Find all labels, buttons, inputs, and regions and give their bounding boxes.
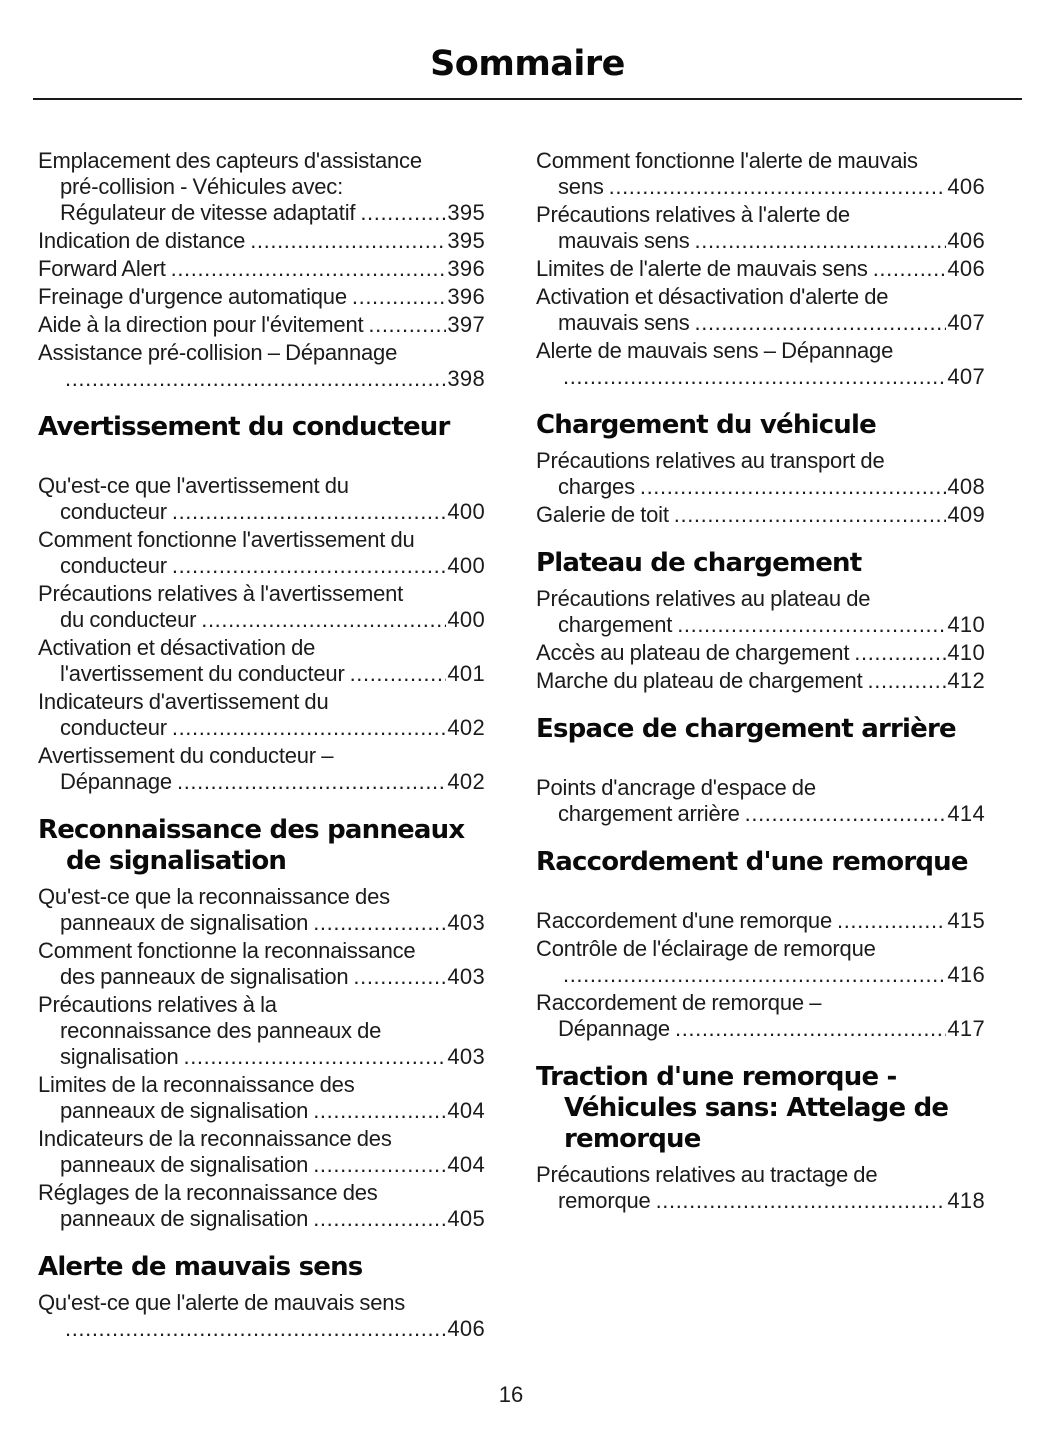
toc-entry-leader-line	[38, 1206, 485, 1232]
section-heading	[38, 1252, 485, 1283]
toc-entry	[38, 992, 485, 1070]
toc-page-number: 406	[947, 228, 985, 253]
dot-leader	[172, 499, 447, 525]
toc-entry	[536, 775, 985, 827]
toc-page-number: 400	[447, 553, 485, 578]
toc-entry	[536, 668, 985, 694]
toc-entry-leader-line	[536, 474, 985, 500]
dot-leader	[868, 668, 947, 694]
toc-entry	[536, 640, 985, 666]
dot-leader	[172, 715, 447, 741]
toc-entry-text: mauvais sens	[558, 228, 690, 253]
dot-leader	[854, 640, 946, 666]
toc-entry	[38, 284, 485, 310]
toc-page-number: 400	[447, 607, 485, 632]
toc-page-number: 398	[447, 366, 485, 391]
dot-leader	[563, 364, 946, 390]
toc-entry	[38, 581, 485, 633]
toc-entry-line: Indicateurs d'avertissement du	[38, 689, 329, 714]
toc-entry-leader-line	[38, 284, 485, 310]
section-heading-line: Avertissement du conducteur	[38, 412, 450, 442]
toc-column-left	[38, 148, 485, 1344]
toc-entry-leader-line	[38, 228, 485, 254]
toc-page-number: 409	[947, 502, 985, 527]
toc-page-number: 395	[447, 228, 485, 253]
toc-entry-line: Comment fonctionne l'alerte de mauvais	[536, 148, 918, 173]
toc-entry-line: Comment fonctionne l'avertissement du	[38, 527, 415, 552]
toc-entry	[38, 635, 485, 687]
toc-page-number: 414	[947, 801, 985, 826]
toc-entry	[536, 148, 985, 200]
section-heading	[536, 714, 985, 745]
toc-entry	[38, 340, 485, 392]
toc-entry-line: Activation et désactivation de	[38, 635, 316, 660]
toc-entry-leader-line	[38, 715, 485, 741]
toc-entry-line: Emplacement des capteurs d'assistance	[38, 148, 422, 173]
toc-entry-text: Raccordement d'une remorque	[536, 908, 832, 933]
dot-leader	[250, 228, 446, 254]
toc-entry-text: Limites de l'alerte de mauvais sens	[536, 256, 868, 281]
dot-leader	[873, 256, 947, 282]
toc-entry-text: Accès au plateau de chargement	[536, 640, 850, 665]
toc-entry-text: Forward Alert	[38, 256, 166, 281]
toc-entry-line: Indicateurs de la reconnaissance des	[38, 1126, 392, 1151]
toc-entry-text: Dépannage	[558, 1016, 670, 1041]
toc-entry-text: panneaux de signalisation	[60, 1098, 309, 1123]
toc-entry-leader-line	[38, 200, 485, 226]
dot-leader	[563, 962, 946, 988]
toc-entry-leader-line	[536, 668, 985, 694]
toc-entry-text: du conducteur	[60, 607, 197, 632]
dot-leader	[640, 474, 947, 500]
toc-entry-text: conducteur	[60, 553, 167, 578]
toc-entry-leader-line	[38, 1098, 485, 1124]
toc-entry	[38, 473, 485, 525]
section-heading	[536, 1062, 985, 1155]
dot-leader	[674, 502, 947, 528]
dot-leader	[313, 910, 446, 936]
toc-page-number: 395	[447, 200, 485, 225]
toc-entry-leader-line	[38, 366, 485, 392]
toc-page-number: 396	[447, 256, 485, 281]
toc-entry-line: pré-collision - Véhicules avec:	[60, 174, 344, 199]
toc-entry-text: l'avertissement du conducteur	[60, 661, 345, 686]
toc-entry-leader-line	[38, 1152, 485, 1178]
toc-entry-text: panneaux de signalisation	[60, 1206, 309, 1231]
dot-leader	[656, 1188, 947, 1214]
toc-entry-text: conducteur	[60, 715, 167, 740]
toc-page-number: 401	[447, 661, 485, 686]
toc-entry	[38, 1180, 485, 1232]
toc-entry-leader-line	[536, 962, 985, 988]
toc-entry-leader-line	[536, 364, 985, 390]
toc-entry	[38, 228, 485, 254]
toc-entry-text: signalisation	[60, 1044, 179, 1069]
dot-leader	[352, 284, 447, 310]
toc-entry-line: Précautions relatives à l'avertissement	[38, 581, 404, 606]
toc-entry	[536, 284, 985, 336]
dot-leader	[609, 174, 947, 200]
dot-leader	[695, 310, 947, 336]
toc-entry	[38, 884, 485, 936]
toc-page-number: 406	[947, 174, 985, 199]
toc-entry-leader-line	[38, 312, 485, 338]
toc-page-number: 404	[447, 1152, 485, 1177]
toc-page-number: 412	[947, 668, 985, 693]
toc-page-number: 397	[447, 312, 485, 337]
toc-page-number: 396	[447, 284, 485, 309]
toc-entry	[38, 527, 485, 579]
toc-entry-line: Qu'est-ce que la reconnaissance des	[38, 884, 390, 909]
toc-entry-line: Assistance pré-collision – Dépannage	[38, 340, 398, 365]
toc-entry-line: Points d'ancrage d'espace de	[536, 775, 816, 800]
section-heading	[536, 847, 985, 878]
toc-entry-leader-line	[536, 908, 985, 934]
section-heading-line: Espace de chargement arrière	[536, 714, 956, 744]
toc-page-number: 402	[447, 715, 485, 740]
toc-entry-text: conducteur	[60, 499, 167, 524]
dot-leader	[695, 228, 947, 254]
toc-entry	[536, 990, 985, 1042]
toc-entry-leader-line	[38, 553, 485, 579]
section-heading-line: Reconnaissance des panneaux	[38, 815, 465, 845]
toc-entry-text: Freinage d'urgence automatique	[38, 284, 347, 309]
toc-entry	[536, 908, 985, 934]
toc-entry-text: Dépannage	[60, 769, 172, 794]
toc-entry-leader-line	[38, 1316, 485, 1342]
toc-page-number: 402	[447, 769, 485, 794]
dot-leader	[677, 612, 946, 638]
toc-page-number: 418	[947, 1188, 985, 1213]
toc-entry-line: Activation et désactivation d'alerte de	[536, 284, 889, 309]
dot-leader	[177, 769, 446, 795]
toc-entry-leader-line	[38, 499, 485, 525]
title-divider	[33, 98, 1022, 100]
toc-entry-leader-line	[38, 661, 485, 687]
toc-entry-leader-line	[38, 256, 485, 282]
toc-entry-line: Alerte de mauvais sens – Dépannage	[536, 338, 894, 363]
dot-leader	[353, 964, 446, 990]
toc-entry-leader-line	[536, 256, 985, 282]
dot-leader	[360, 200, 446, 226]
section-heading-line: Véhicules sans: Attelage de	[564, 1093, 949, 1123]
toc-entry-text: chargement	[558, 612, 673, 637]
dot-leader	[350, 661, 447, 687]
section-heading	[38, 412, 485, 443]
toc-entry-leader-line	[38, 910, 485, 936]
toc-entry	[536, 338, 985, 390]
toc-entry-text: sens	[558, 174, 604, 199]
dot-leader	[837, 908, 946, 934]
toc-entry-leader-line	[536, 801, 985, 827]
toc-page-number: 400	[447, 499, 485, 524]
toc-entry-line: Contrôle de l'éclairage de remorque	[536, 936, 876, 961]
toc-entry-leader-line	[536, 1188, 985, 1214]
section-heading-line: Chargement du véhicule	[536, 410, 876, 440]
toc-entry-text: chargement arrière	[558, 801, 740, 826]
toc-entry-leader-line	[38, 964, 485, 990]
toc-entry-line: Qu'est-ce que l'avertissement du	[38, 473, 349, 498]
section-heading-line: Raccordement d'une remorque	[536, 847, 968, 877]
toc-entry-text: Marche du plateau de chargement	[536, 668, 863, 693]
toc-entry-text: panneaux de signalisation	[60, 910, 309, 935]
section-heading-line: de signalisation	[66, 846, 287, 876]
toc-entry-line: Précautions relatives au plateau de	[536, 586, 871, 611]
toc-entry	[38, 1126, 485, 1178]
toc-column-right	[536, 148, 985, 1216]
section-heading	[38, 815, 485, 877]
toc-entry	[38, 938, 485, 990]
toc-entry	[536, 502, 985, 528]
section-heading-line: Traction d'une remorque -	[536, 1062, 897, 1092]
toc-entry-leader-line	[536, 502, 985, 528]
toc-entry	[38, 148, 485, 226]
section-heading-line: remorque	[564, 1124, 701, 1154]
toc-entry-text: charges	[558, 474, 635, 499]
toc-page-number: 408	[947, 474, 985, 499]
dot-leader	[675, 1016, 946, 1042]
toc-entry-line: Précautions relatives à l'alerte de	[536, 202, 850, 227]
toc-entry	[536, 256, 985, 282]
toc-entry-leader-line	[536, 174, 985, 200]
toc-entry-leader-line	[536, 612, 985, 638]
toc-entry-text: remorque	[558, 1188, 651, 1213]
toc-entry-line: Raccordement de remorque –	[536, 990, 822, 1015]
toc-entry-line: Précautions relatives au transport de	[536, 448, 885, 473]
toc-entry	[38, 743, 485, 795]
toc-entry-line: Précautions relatives au tractage de	[536, 1162, 878, 1187]
toc-page-number: 417	[947, 1016, 985, 1041]
toc-entry-line: reconnaissance des panneaux de	[60, 1018, 382, 1043]
toc-page-number: 403	[447, 910, 485, 935]
toc-page-number: 407	[947, 310, 985, 335]
toc-page-number: 403	[447, 1044, 485, 1069]
toc-page-number: 406	[947, 256, 985, 281]
section-heading	[536, 410, 985, 441]
toc-entry	[38, 1290, 485, 1342]
toc-entry	[536, 586, 985, 638]
toc-entry-text: des panneaux de signalisation	[60, 964, 349, 989]
toc-entry-text: Galerie de toit	[536, 502, 669, 527]
toc-entry-leader-line	[536, 310, 985, 336]
toc-entry-text: Régulateur de vitesse adaptatif	[60, 200, 356, 225]
toc-page-number: 403	[447, 964, 485, 989]
toc-entry-text: Aide à la direction pour l'évitement	[38, 312, 364, 337]
dot-leader	[171, 256, 447, 282]
toc-page-number: 404	[447, 1098, 485, 1123]
dot-leader	[313, 1206, 446, 1232]
toc-entry-line: Limites de la reconnaissance des	[38, 1072, 355, 1097]
page-title: Sommaire	[430, 44, 625, 84]
toc-page-number: 416	[947, 962, 985, 987]
dot-leader	[183, 1044, 446, 1070]
toc-entry-line: Avertissement du conducteur –	[38, 743, 334, 768]
toc-entry-line: Réglages de la reconnaissance des	[38, 1180, 378, 1205]
toc-entry	[38, 689, 485, 741]
toc-entry	[536, 936, 985, 988]
toc-entry-line: Qu'est-ce que l'alerte de mauvais sens	[38, 1290, 406, 1315]
dot-leader	[65, 366, 446, 392]
dot-leader	[65, 1316, 446, 1342]
toc-entry	[38, 312, 485, 338]
dot-leader	[745, 801, 947, 827]
dot-leader	[313, 1098, 446, 1124]
toc-entry	[38, 1072, 485, 1124]
toc-entry	[536, 202, 985, 254]
toc-entry-text: Indication de distance	[38, 228, 246, 253]
toc-entry-line: Précautions relatives à la	[38, 992, 277, 1017]
toc-entry	[536, 448, 985, 500]
toc-entry-text: mauvais sens	[558, 310, 690, 335]
toc-page-number: 407	[947, 364, 985, 389]
toc-entry-text: panneaux de signalisation	[60, 1152, 309, 1177]
toc-entry-leader-line	[536, 640, 985, 666]
toc-entry-leader-line	[536, 1016, 985, 1042]
toc-entry	[536, 1162, 985, 1214]
toc-page-number: 410	[947, 612, 985, 637]
dot-leader	[172, 553, 447, 579]
section-heading-line: Alerte de mauvais sens	[38, 1252, 363, 1282]
page-number: 16	[498, 1382, 524, 1407]
section-heading-line: Plateau de chargement	[536, 548, 862, 578]
dot-leader	[313, 1152, 446, 1178]
toc-page-number: 405	[447, 1206, 485, 1231]
toc-page-number: 410	[947, 640, 985, 665]
toc-page-number: 406	[447, 1316, 485, 1341]
toc-entry-leader-line	[38, 769, 485, 795]
toc-entry-leader-line	[38, 607, 485, 633]
dot-leader	[201, 607, 446, 633]
section-heading	[536, 548, 985, 579]
toc-entry-leader-line	[536, 228, 985, 254]
toc-entry-leader-line	[38, 1044, 485, 1070]
toc-page-number: 415	[947, 908, 985, 933]
toc-entry-line: Comment fonctionne la reconnaissance	[38, 938, 416, 963]
toc-entry	[38, 256, 485, 282]
dot-leader	[368, 312, 446, 338]
